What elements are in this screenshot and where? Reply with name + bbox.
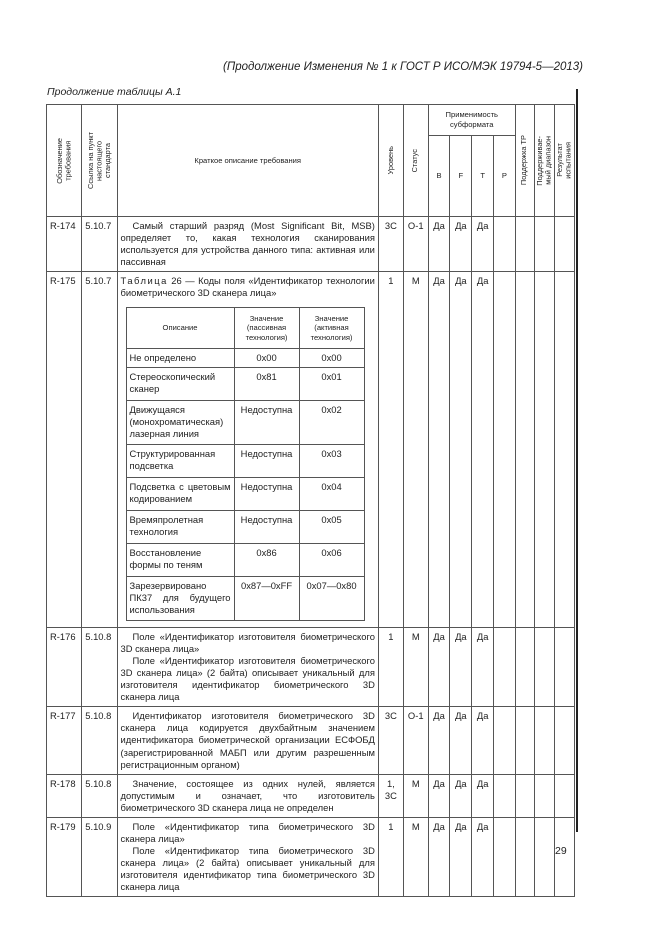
requirements-table (46, 104, 575, 897)
table-caption: Продолжение таблицы А.1 (47, 86, 182, 98)
inner-row: Стереоскопический сканер 0x81 0x01 (126, 368, 364, 401)
req-ref: 5.10.7 (82, 217, 117, 272)
inner-col-active: Значение (активная технология) (299, 308, 364, 349)
req-sub-f: Да (450, 272, 472, 628)
req-supported-range (534, 817, 555, 896)
req-id: R-177 (47, 707, 82, 774)
table-title: 26 — Коды поля «Идентификатор технологии биометрического 3D сканера лица» (120, 275, 375, 299)
req-sub-p (494, 707, 516, 774)
req-desc: Поле «Идентификатор типа биометрического 3D сканера лица» Поле «Идентификатор типа биометрического 3D сканера лица» (2 байта) описывает уникальный для изготовителя идентификатор типа биометрического 3D сканера лица (117, 817, 378, 896)
col-applicability: Применимость субформата (428, 105, 515, 136)
col-reference: Ссылка на пункт настоящего стандарта (82, 105, 117, 217)
req-sub-p (494, 272, 516, 628)
req-sub-f: Да (450, 628, 472, 707)
col-description: Краткое описание требования (117, 105, 378, 217)
req-sub-f: Да (450, 817, 472, 896)
inner-col-description: Описание (126, 308, 234, 349)
inner-col-passive: Значение (пассивная технология) (234, 308, 299, 349)
req-tp-support (515, 217, 534, 272)
req-ref: 5.10.8 (82, 628, 117, 707)
req-sub-b: Да (428, 628, 450, 707)
req-desc: Значение, состоящее из одних нулей, является допустимым и означает, что изготовитель биометрического 3D сканера лица не определен (117, 774, 378, 817)
req-sub-t: Да (472, 628, 494, 707)
req-sub-t: Да (472, 817, 494, 896)
req-sub-p (494, 774, 516, 817)
req-status: М (403, 628, 428, 707)
inner-row: Времяпролетная технология Недоступна 0x05 (126, 511, 364, 544)
inner-row: Подсветка с цветовым кодированием Недоступна 0x04 (126, 478, 364, 511)
table-row (47, 272, 575, 628)
req-test-result (555, 272, 575, 628)
req-id: R-175 (47, 272, 82, 628)
req-test-result (555, 217, 575, 272)
req-supported-range (534, 628, 555, 707)
req-supported-range (534, 707, 555, 774)
col-sub-f: F (450, 136, 472, 217)
col-supported-range: Поддерживае- мый диапазон (534, 105, 555, 217)
req-desc: Идентификатор изготовителя биометрического 3D сканера лица кодируется двухбайтным значением идентификатора биометрической организации ЕСФОБД (зарегистрированной МАБП или другим разрешенным регистрационным органом) (117, 707, 378, 774)
req-level: 3С (378, 217, 403, 272)
req-sub-f: Да (450, 217, 472, 272)
req-sub-b: Да (428, 217, 450, 272)
req-test-result (555, 707, 575, 774)
req-sub-b: Да (428, 817, 450, 896)
req-test-result (555, 628, 575, 707)
req-sub-f: Да (450, 774, 472, 817)
tech-codes-table (126, 307, 365, 621)
req-ref: 5.10.8 (82, 774, 117, 817)
change-bar (576, 89, 578, 832)
req-supported-range (534, 217, 555, 272)
inner-row: Структурированная подсветка Недоступна 0x03 (126, 445, 364, 478)
req-desc: Самый старший разряд (Most Significant Bit, MSB) определяет то, какая технология сканирования используется для устройства данного типа: активная или пассивная (117, 217, 378, 272)
req-level: 3С (378, 707, 403, 774)
req-sub-b: Да (428, 272, 450, 628)
req-status: М (403, 817, 428, 896)
req-sub-b: Да (428, 774, 450, 817)
req-sub-t: Да (472, 272, 494, 628)
req-status: О-1 (403, 707, 428, 774)
inner-row: Движущаяся (монохроматическая) лазерная линия Недоступна 0x02 (126, 401, 364, 445)
col-status: Статус (403, 105, 428, 217)
req-id: R-174 (47, 217, 82, 272)
req-ref: 5.10.9 (82, 817, 117, 896)
req-test-result (555, 774, 575, 817)
req-sub-t: Да (472, 707, 494, 774)
req-sub-f: Да (450, 707, 472, 774)
req-sub-t: Да (472, 774, 494, 817)
col-tp-support: Поддержка ТР (515, 105, 534, 217)
req-level: 1 (378, 628, 403, 707)
req-status: М (403, 272, 428, 628)
req-sub-b: Да (428, 707, 450, 774)
req-sub-p (494, 817, 516, 896)
req-supported-range (534, 774, 555, 817)
table-row (47, 707, 575, 774)
req-sub-p (494, 217, 516, 272)
req-id: R-176 (47, 628, 82, 707)
req-tp-support (515, 774, 534, 817)
col-designation: Обозначение требования (47, 105, 82, 217)
req-desc: Поле «Идентификатор изготовителя биометрического 3D сканера лица» Поле «Идентификатор изготовителя биометрического 3D сканера лица» (2 байта) описывает уникальный для изготовителя идентификатор биометрического 3D сканера лица (117, 628, 378, 707)
col-sub-t: Т (472, 136, 494, 217)
req-id: R-178 (47, 774, 82, 817)
page-header: (Продолжение Изменения № 1 к ГОСТ Р ИСО/МЭК 19794-5—2013) (223, 61, 583, 73)
table-row (47, 817, 575, 896)
inner-row: Восстановление формы по теням 0x86 0x06 (126, 544, 364, 577)
page-number: 29 (555, 845, 567, 857)
table-row (47, 217, 575, 272)
req-tp-support (515, 272, 534, 628)
table-row (47, 628, 575, 707)
req-supported-range (534, 272, 555, 628)
req-status: М (403, 774, 428, 817)
req-level: 1 (378, 272, 403, 628)
req-id: R-179 (47, 817, 82, 896)
req-level: 1 (378, 817, 403, 896)
req-ref: 5.10.8 (82, 707, 117, 774)
table-label: Таблица (120, 275, 168, 287)
req-tp-support (515, 817, 534, 896)
req-sub-p (494, 628, 516, 707)
col-test-result: Результат испытания (555, 105, 575, 217)
req-desc (117, 272, 378, 628)
req-sub-t: Да (472, 217, 494, 272)
inner-row: Не определено 0x00 0x00 (126, 349, 364, 368)
table-row (47, 774, 575, 817)
req-status: О-1 (403, 217, 428, 272)
req-tp-support (515, 628, 534, 707)
req-ref: 5.10.7 (82, 272, 117, 628)
req-tp-support (515, 707, 534, 774)
col-sub-b: В (428, 136, 450, 217)
col-sub-p: Р (494, 136, 516, 217)
req-level: 1, 3С (378, 774, 403, 817)
inner-row: Зарезервировано ПК37 для будущего использования 0x87—0xFF 0x07—0x80 (126, 577, 364, 621)
col-level: Уровень (378, 105, 403, 217)
